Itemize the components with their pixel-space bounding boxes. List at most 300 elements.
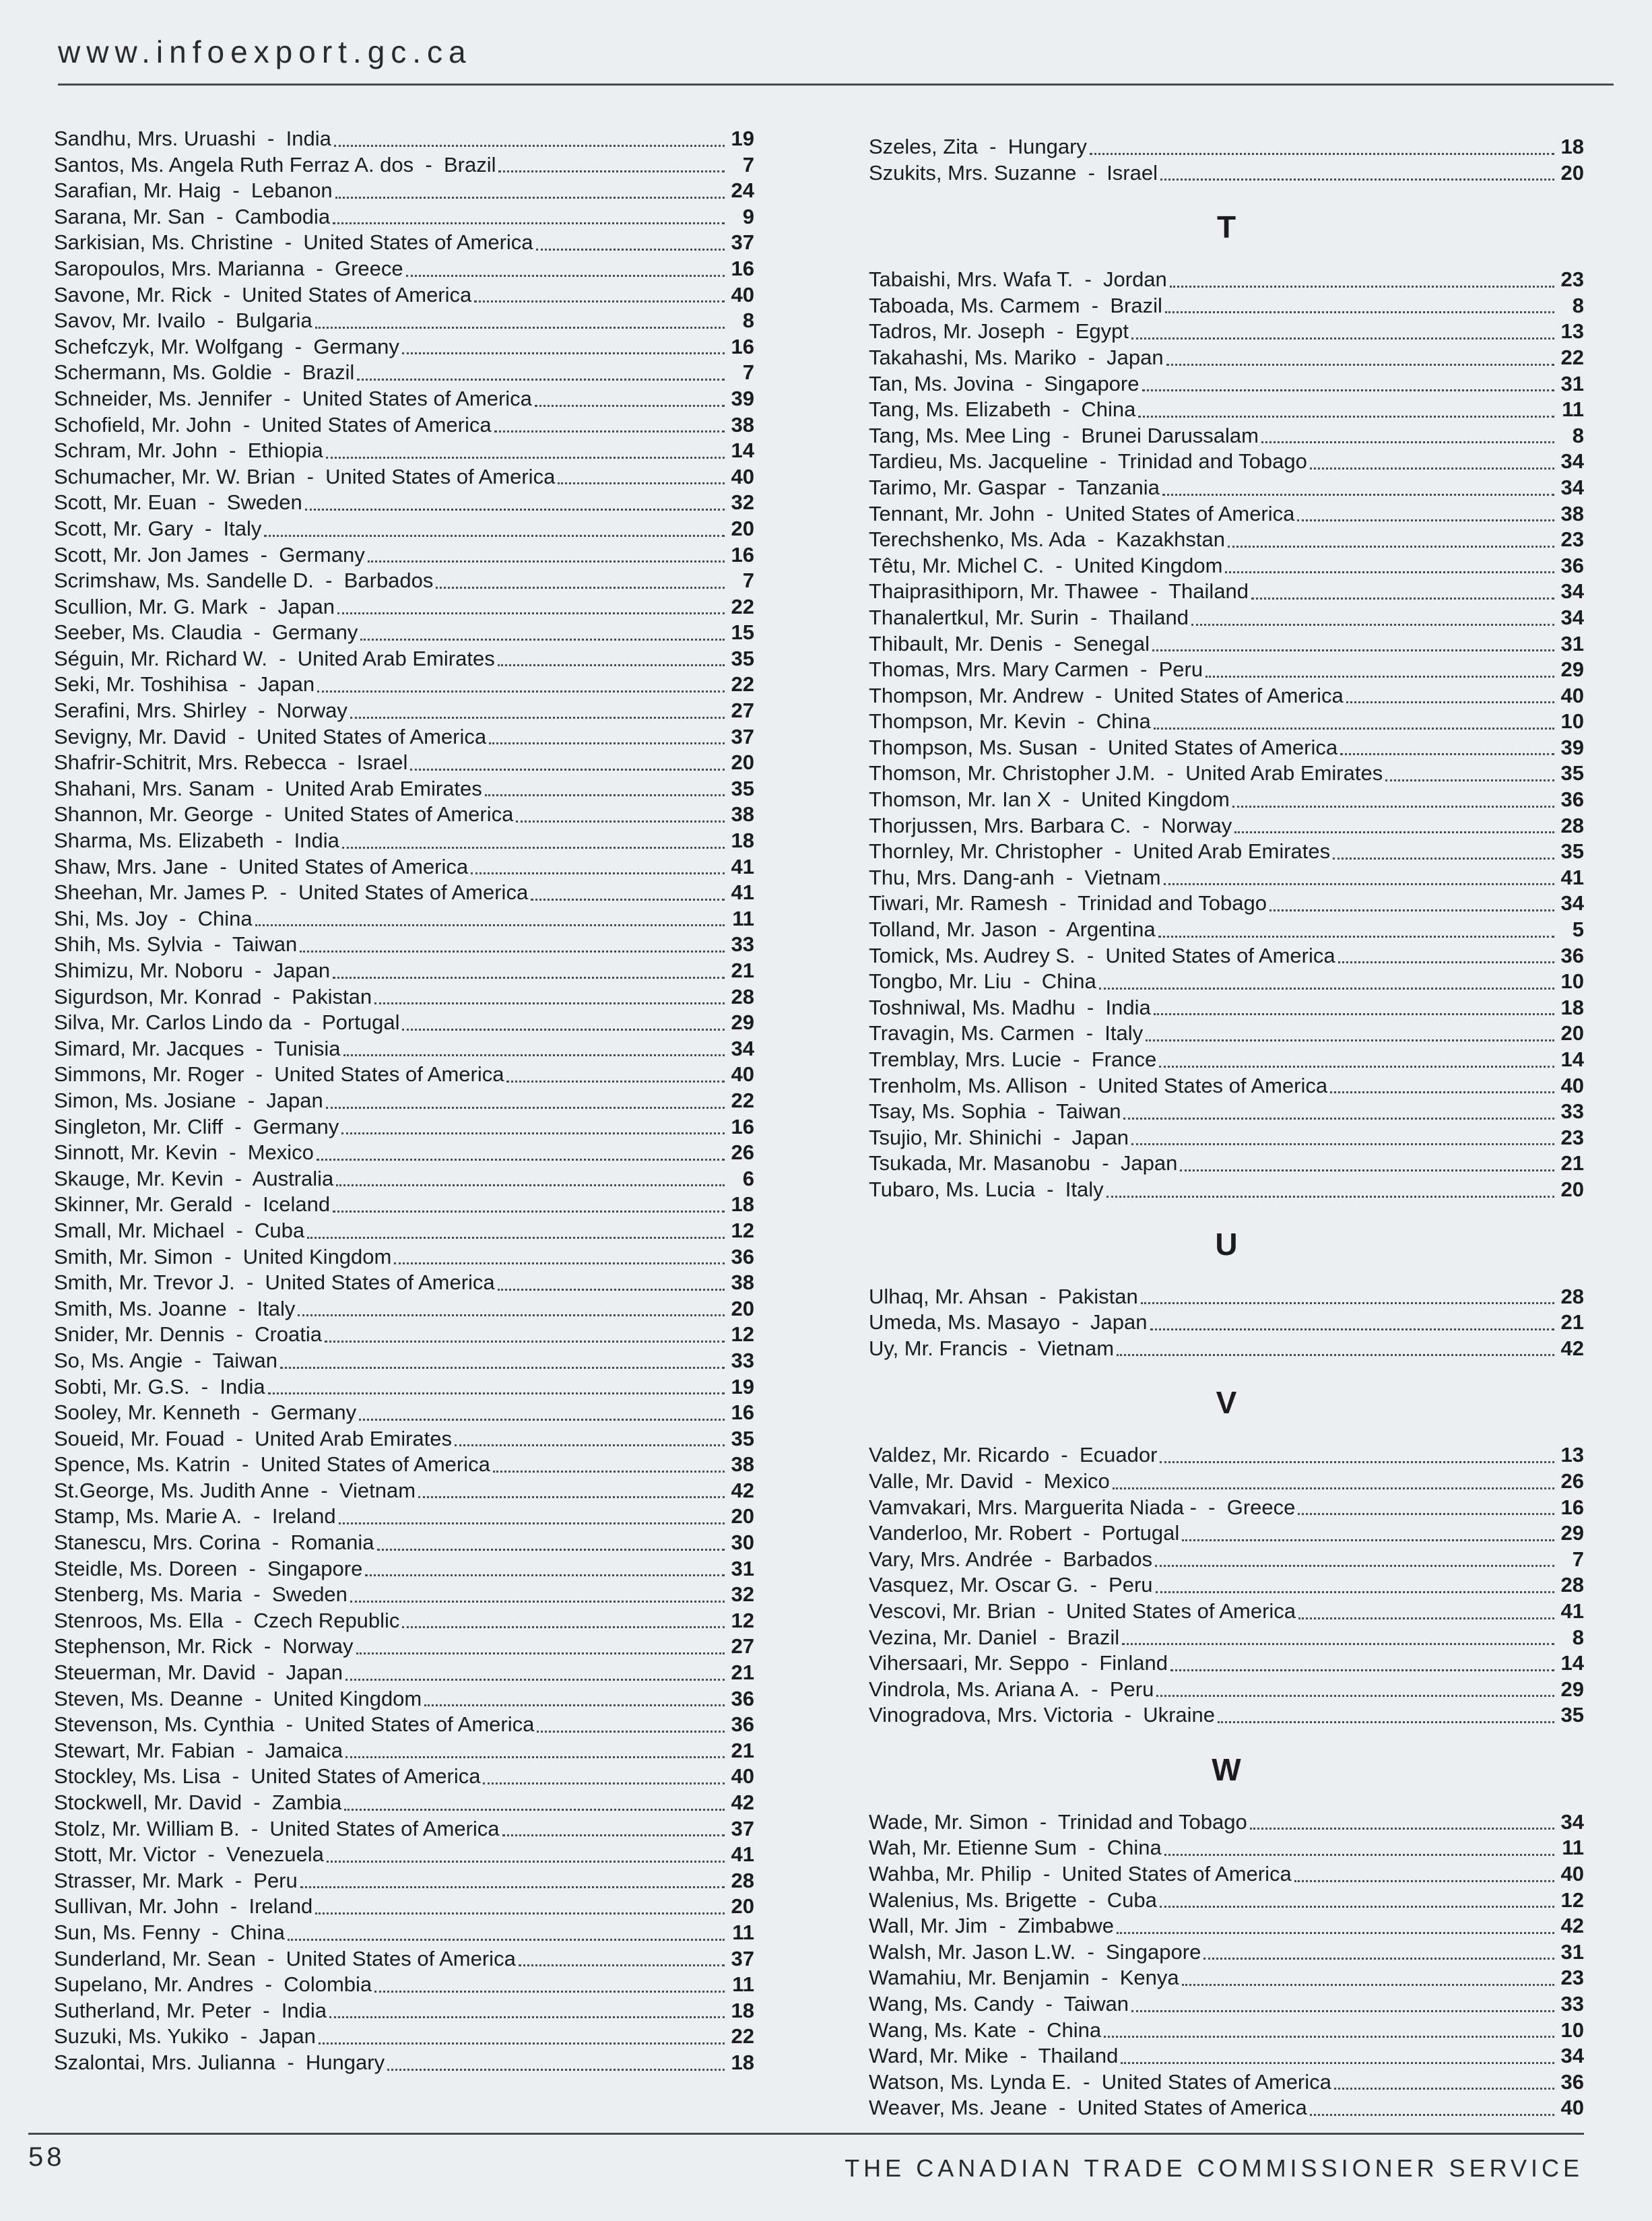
entry-page: 38: [731, 1270, 754, 1295]
entry-name: Sandhu, Mrs. Uruashi: [54, 127, 256, 150]
entry-page: 16: [731, 334, 754, 358]
entry-page: 38: [1560, 501, 1584, 525]
entry-page: 8: [742, 309, 754, 333]
dot-leader: [418, 1496, 725, 1498]
index-entry: [869, 996, 1584, 1022]
entry-country: Italy: [1104, 1021, 1144, 1045]
index-entry: [869, 1703, 1584, 1729]
entry-separator: -: [244, 1036, 274, 1060]
entry-page: 34: [1560, 579, 1584, 604]
entry-country: Bulgaria: [235, 309, 312, 333]
index-entry: [54, 1270, 754, 1297]
index-entry: [869, 449, 1584, 476]
entry-name: Thaiprasithiporn, Mr. Thawee: [869, 579, 1139, 604]
entry-country: United Arab Emirates: [1185, 761, 1383, 785]
index-entry: [54, 1089, 754, 1115]
entry-page: 38: [731, 802, 754, 827]
entry-page: 5: [1572, 918, 1584, 942]
entry-separator: -: [1054, 865, 1085, 889]
index-entry: [869, 839, 1584, 866]
entry-page: 40: [1560, 2096, 1584, 2120]
entry-country: Norway: [282, 1634, 354, 1659]
footer-rule: [28, 2133, 1584, 2135]
entry-page: 37: [731, 230, 754, 255]
entry-page: 42: [731, 1791, 754, 1814]
entry-page: 23: [1560, 527, 1584, 552]
entry-name: Skauge, Mr. Kevin: [54, 1166, 224, 1190]
index-entry: [54, 1531, 754, 1557]
index-entry: [869, 2044, 1584, 2070]
entry-country: Italy: [257, 1296, 296, 1320]
dot-leader: [1170, 286, 1554, 288]
entry-page: 18: [1560, 135, 1584, 158]
entry-separator: -: [1131, 813, 1162, 837]
entry-name: Sheehan, Mr. James P.: [54, 880, 269, 905]
entry-name: Schumacher, Mr. W. Brian: [54, 464, 296, 488]
entry-country: Sweden: [271, 1582, 348, 1607]
entry-page: 30: [731, 1531, 754, 1555]
index-entry: [869, 866, 1584, 892]
dot-leader: [336, 1184, 725, 1186]
dot-leader: [1156, 1591, 1554, 1593]
dot-leader: [1298, 1617, 1554, 1619]
dot-leader: [1117, 1354, 1554, 1356]
dot-leader: [350, 717, 725, 719]
dot-leader: [337, 612, 725, 614]
index-entry: [54, 750, 754, 777]
entry-name: Schermann, Ms. Goldie: [54, 360, 272, 385]
index-entry: [869, 1836, 1584, 1862]
index-entry: [54, 1687, 754, 1713]
entry-page: 22: [731, 594, 754, 618]
entry-separator: -: [1076, 1939, 1106, 1964]
entry-page: 33: [1560, 1099, 1584, 1124]
entry-country: Germany: [313, 334, 399, 358]
dot-leader: [333, 1211, 725, 1213]
index-entry: [54, 127, 754, 153]
entry-separator: -: [253, 802, 284, 827]
index-entry: [54, 230, 754, 257]
entry-page: 32: [731, 490, 754, 515]
entry-country: United States of America: [286, 1946, 516, 1970]
entry-name: Stockley, Ms. Lisa: [54, 1764, 221, 1789]
entry-separator: -: [271, 360, 302, 385]
entry-name: Smith, Mr. Trevor J.: [54, 1270, 235, 1295]
dot-leader: [498, 664, 725, 666]
entry-name: Spence, Ms. Katrin: [54, 1452, 230, 1477]
entry-separator: -: [1049, 1443, 1080, 1467]
entry-country: Hungary: [305, 2050, 385, 2074]
entry-page: 20: [731, 1296, 754, 1320]
entry-separator: -: [1036, 1599, 1066, 1623]
dot-leader: [374, 1991, 725, 1993]
entry-page: 33: [731, 1348, 754, 1372]
dot-leader: [374, 1002, 725, 1004]
entry-country: Taiwan: [212, 1348, 277, 1372]
entry-page: 13: [1560, 319, 1584, 344]
entry-separator: -: [230, 1452, 261, 1477]
entry-name: Smith, Ms. Joanne: [54, 1296, 227, 1320]
entry-separator: -: [226, 1296, 257, 1320]
dot-leader: [537, 1731, 725, 1733]
entry-country: Australia: [252, 1166, 334, 1190]
entry-page: 21: [731, 1661, 754, 1685]
index-entry: [54, 1791, 754, 1817]
entry-country: Kenya: [1119, 1966, 1179, 1990]
entry-page: 34: [1560, 475, 1584, 499]
index-entry: [869, 761, 1584, 787]
header-url: www.infoexport.gc.ca: [58, 34, 472, 69]
index-entry: [869, 1151, 1584, 1178]
entry-name: Trenholm, Ms. Allison: [869, 1073, 1068, 1097]
page-number: 58: [28, 2142, 65, 2172]
entry-page: 7: [1572, 1547, 1584, 1571]
entry-name: Tolland, Mr. Jason: [869, 918, 1037, 942]
entry-country: Thailand: [1038, 2044, 1119, 2068]
index-entry: [869, 1651, 1584, 1677]
entry-country: Vietnam: [1037, 1336, 1115, 1360]
dot-leader: [1117, 1932, 1554, 1934]
entry-country: United States of America: [242, 282, 472, 307]
entry-country: Japan: [1090, 1310, 1148, 1334]
entry-name: Tubaro, Ms. Lucia: [869, 1177, 1035, 1201]
dot-leader: [1142, 389, 1555, 391]
entry-page: 21: [731, 1738, 754, 1762]
entry-separator: -: [1071, 2069, 1102, 2094]
entry-page: 26: [1560, 1469, 1584, 1493]
entry-separator: -: [247, 594, 278, 618]
entry-country: United Kingdom: [1073, 553, 1223, 577]
dot-leader: [1156, 1695, 1554, 1697]
entry-country: Iceland: [263, 1192, 331, 1217]
dot-leader: [455, 1444, 725, 1446]
entry-country: Italy: [1065, 1177, 1104, 1201]
entry-separator: -: [1051, 423, 1082, 447]
entry-page: 28: [1560, 1284, 1584, 1308]
entry-page: 18: [731, 1192, 754, 1217]
dot-leader: [307, 1237, 725, 1239]
index-entry: [869, 1940, 1584, 1966]
entry-separator: -: [1067, 1073, 1098, 1097]
entry-name: Sutherland, Mr. Peter: [54, 1998, 251, 2022]
index-entry: [869, 1625, 1584, 1652]
index-entry: [869, 1337, 1584, 1363]
dot-leader: [1165, 311, 1554, 313]
entry-country: United States of America: [251, 1764, 481, 1789]
entry-country: Colombia: [284, 1972, 372, 1997]
index-entry: [54, 1557, 754, 1583]
entry-separator: -: [232, 1192, 263, 1217]
index-entry: [54, 283, 754, 309]
index-entry: [869, 1677, 1584, 1704]
index-entry: [54, 1401, 754, 1427]
dot-leader: [356, 1652, 725, 1654]
entry-separator: -: [255, 776, 285, 800]
dot-leader: [1154, 728, 1554, 730]
index-entry: [869, 1099, 1584, 1126]
dot-leader: [339, 1522, 725, 1524]
entry-separator: -: [1083, 683, 1114, 707]
entry-separator: -: [1138, 579, 1169, 604]
entry-country: Argentina: [1065, 918, 1156, 942]
footer-title: THE CANADIAN TRADE COMMISSIONER SERVICE: [845, 2154, 1583, 2182]
entry-page: 18: [731, 1998, 754, 2022]
entry-country: Hungary: [1007, 135, 1087, 158]
dot-leader: [1150, 1328, 1554, 1330]
entry-separator: -: [223, 1868, 254, 1892]
entry-country: United States of America: [1101, 2069, 1331, 2094]
index-entry: [869, 1310, 1584, 1337]
entry-separator: -: [1008, 2044, 1038, 2068]
entry-page: 11: [732, 906, 754, 930]
entry-page: 29: [731, 1010, 754, 1035]
entry-separator: -: [313, 569, 344, 593]
index-entry: [54, 517, 754, 543]
index-entry: [869, 1862, 1584, 1888]
entry-page: 36: [731, 1686, 754, 1710]
index-entry: [869, 319, 1584, 346]
dot-leader: [327, 1861, 725, 1863]
dot-leader: [1106, 1196, 1554, 1198]
entry-country: United States of America: [298, 880, 529, 905]
entry-name: Savone, Mr. Rick: [54, 282, 212, 307]
entry-country: United Arab Emirates: [255, 1426, 453, 1450]
entry-name: Toshniwal, Ms. Madhu: [869, 995, 1076, 1019]
entry-name: Thompson, Mr. Andrew: [869, 683, 1084, 707]
entry-country: United States of America: [1097, 1073, 1328, 1097]
entry-country: Greece: [334, 256, 403, 280]
entry-name: Sinnott, Mr. Kevin: [54, 1140, 218, 1165]
entry-name: Tsujio, Mr. Shinichi: [869, 1125, 1042, 1149]
dot-leader: [502, 1834, 725, 1836]
index-entry: [869, 1966, 1584, 1992]
dot-leader: [300, 1886, 725, 1888]
entry-separator: -: [1047, 891, 1078, 915]
dot-leader: [298, 1314, 725, 1316]
entry-name: Watson, Ms. Lynda E.: [869, 2069, 1071, 2094]
entry-page: 12: [731, 1608, 754, 1632]
index-entry: [54, 1219, 754, 1245]
entry-country: Germany: [253, 1114, 339, 1138]
entry-page: 32: [731, 1582, 754, 1607]
entry-separator: -: [1007, 1336, 1038, 1360]
index-entry: [869, 424, 1584, 450]
entry-page: 35: [731, 776, 754, 800]
entry-country: United States of America: [304, 1712, 535, 1737]
entry-name: Scott, Mr. Euan: [54, 490, 197, 515]
index-entry: [869, 1469, 1584, 1495]
entry-separator: -: [1074, 1021, 1105, 1045]
entry-country: Kazakhstan: [1116, 527, 1226, 552]
entry-name: Stenroos, Ms. Ella: [54, 1608, 224, 1632]
entry-country: Peru: [1109, 1677, 1154, 1701]
index-entry: [54, 1115, 754, 1141]
entry-page: 14: [731, 439, 754, 463]
entry-country: Egypt: [1075, 319, 1129, 344]
entry-page: 36: [1560, 553, 1584, 577]
index-entry: [54, 1245, 754, 1271]
entry-page: 20: [731, 750, 754, 775]
dot-leader: [1234, 831, 1554, 833]
entry-name: Vihersaari, Mr. Seppo: [869, 1651, 1069, 1675]
index-entry: [869, 1521, 1584, 1547]
entry-country: United States of America: [1077, 2096, 1307, 2120]
entry-separator: -: [295, 464, 326, 488]
entry-separator: -: [261, 984, 292, 1008]
dot-leader: [1298, 1513, 1554, 1515]
index-entry: [869, 969, 1584, 996]
entry-country: China: [197, 906, 253, 930]
entry-name: So, Ms. Angie: [54, 1348, 183, 1372]
entry-name: Tsukada, Mr. Masanobu: [869, 1151, 1091, 1176]
dot-leader: [1122, 1643, 1554, 1645]
entry-page: 16: [731, 1401, 754, 1425]
index-entry: [869, 1810, 1584, 1836]
entry-name: Schefczyk, Mr. Wolfgang: [54, 334, 284, 358]
entry-country: Thailand: [1168, 579, 1249, 604]
dot-leader: [536, 249, 725, 251]
entry-country: Norway: [276, 699, 348, 723]
entry-separator: -: [211, 282, 242, 307]
entry-country: United States of America: [1105, 943, 1335, 967]
index-entry: [54, 153, 754, 179]
entry-name: Ward, Mr. Mike: [869, 2044, 1009, 2068]
entry-name: Vinogradova, Mrs. Victoria: [869, 1703, 1113, 1727]
entry-name: Shi, Ms. Joy: [54, 906, 168, 930]
entry-country: United States of America: [238, 854, 469, 878]
dot-leader: [531, 899, 725, 901]
dot-leader: [360, 639, 725, 641]
entry-separator: -: [1041, 1125, 1072, 1149]
entry-name: Sarkisian, Ms. Christine: [54, 230, 273, 255]
entry-country: Singapore: [1044, 371, 1139, 395]
entry-separator: -: [1013, 1469, 1044, 1493]
index-entry: [54, 880, 754, 907]
index-entry: [54, 1999, 754, 2025]
entry-page: 28: [1560, 1573, 1584, 1597]
entry-country: Cuba: [255, 1218, 305, 1242]
entry-name: Valle, Mr. David: [869, 1469, 1014, 1493]
entry-page: 11: [1562, 397, 1584, 422]
dot-leader: [1164, 1854, 1554, 1856]
entry-name: Tan, Ms. Jovina: [869, 371, 1014, 395]
entry-name: Schram, Mr. John: [54, 439, 218, 463]
index-entry: [54, 802, 754, 829]
entry-country: India: [294, 829, 339, 853]
dot-leader: [1154, 1013, 1554, 1015]
entry-name: Scott, Mr. Gary: [54, 516, 193, 540]
index-entry: [54, 1582, 754, 1609]
index-entry: [869, 1914, 1584, 1940]
entry-page: 41: [1560, 1599, 1584, 1623]
entry-name: Wall, Mr. Jim: [869, 1914, 988, 1938]
dot-leader: [326, 457, 725, 459]
entry-country: Greece: [1226, 1495, 1296, 1519]
entry-page: 11: [1562, 1836, 1584, 1860]
index-entry: [869, 502, 1584, 528]
entry-separator: -: [244, 1062, 275, 1087]
dot-leader: [1162, 494, 1554, 496]
entry-country: United Arab Emirates: [297, 646, 495, 670]
dot-leader: [489, 742, 725, 744]
entry-page: 33: [1560, 1992, 1584, 2016]
entry-page: 34: [1560, 891, 1584, 915]
dot-leader: [1340, 753, 1554, 755]
dot-leader: [1294, 1880, 1554, 1882]
index-entry: [869, 1021, 1584, 1048]
entry-separator: -: [255, 127, 286, 150]
index-entry: [54, 1192, 754, 1219]
entry-name: Walsh, Mr. Jason L.W.: [869, 1939, 1076, 1964]
entry-separator: -: [1090, 1151, 1121, 1176]
entry-page: 34: [1560, 1809, 1584, 1834]
entry-separator: -: [260, 1531, 291, 1555]
entry-name: Savov, Mr. Ivailo: [54, 309, 206, 333]
section-letter: T: [1216, 210, 1236, 245]
entry-separator: -: [224, 1218, 255, 1242]
index-entry: [54, 205, 754, 231]
entry-country: Jamaica: [265, 1738, 343, 1762]
entry-page: 38: [731, 1452, 754, 1477]
entry-separator: -: [242, 1504, 272, 1528]
entry-separator: -: [1076, 1836, 1107, 1860]
index-entry: [54, 2024, 754, 2051]
entry-name: Umeda, Ms. Masayo: [869, 1310, 1061, 1334]
dot-leader: [345, 1679, 725, 1681]
entry-country: Jordan: [1103, 267, 1167, 292]
index-entry: [869, 346, 1584, 372]
entry-country: Vietnam: [1084, 865, 1161, 889]
index-entry: [54, 1349, 754, 1375]
entry-separator: -: [227, 672, 258, 697]
entry-separator: -: [1069, 1651, 1100, 1675]
entry-name: Sevigny, Mr. David: [54, 724, 227, 748]
entry-page: 12: [731, 1218, 754, 1242]
dot-leader: [1166, 364, 1554, 366]
entry-country: Trinidad and Tobago: [1078, 891, 1267, 915]
entry-separator: -: [267, 646, 298, 670]
entry-name: Stott, Mr. Victor: [54, 1842, 197, 1867]
entry-country: Singapore: [267, 1556, 363, 1580]
entry-name: Tennant, Mr. John: [869, 501, 1035, 525]
index-entry: [54, 465, 754, 491]
entry-page: 14: [1560, 1048, 1584, 1071]
entry-country: Finland: [1099, 1651, 1168, 1675]
entry-page: 12: [731, 1322, 754, 1347]
entry-separator: -: [1071, 1521, 1102, 1545]
entry-page: 20: [731, 516, 754, 540]
entry-country: China: [1041, 969, 1096, 994]
entry-country: Trinidad and Tobago: [1117, 449, 1307, 474]
entry-country: Ethiopia: [247, 439, 323, 463]
entry-country: India: [281, 1998, 327, 2022]
entry-country: Portugal: [1101, 1521, 1180, 1545]
entry-name: Tongbo, Mr. Liu: [869, 969, 1012, 994]
entry-page: 41: [731, 1842, 754, 1867]
dot-leader: [1191, 624, 1554, 626]
entry-country: Taiwan: [232, 932, 298, 957]
index-entry: [869, 2018, 1584, 2045]
dot-leader: [402, 352, 725, 354]
dot-leader: [1146, 1039, 1554, 1041]
entry-country: France: [1091, 1048, 1157, 1071]
entry-page: 29: [1560, 1677, 1584, 1701]
entry-page: 37: [731, 1946, 754, 1970]
dot-leader: [255, 924, 725, 926]
entry-name: Scott, Mr. Jon James: [54, 542, 249, 567]
entry-country: Ireland: [249, 1894, 313, 1919]
entry-separator: -: [208, 854, 238, 878]
